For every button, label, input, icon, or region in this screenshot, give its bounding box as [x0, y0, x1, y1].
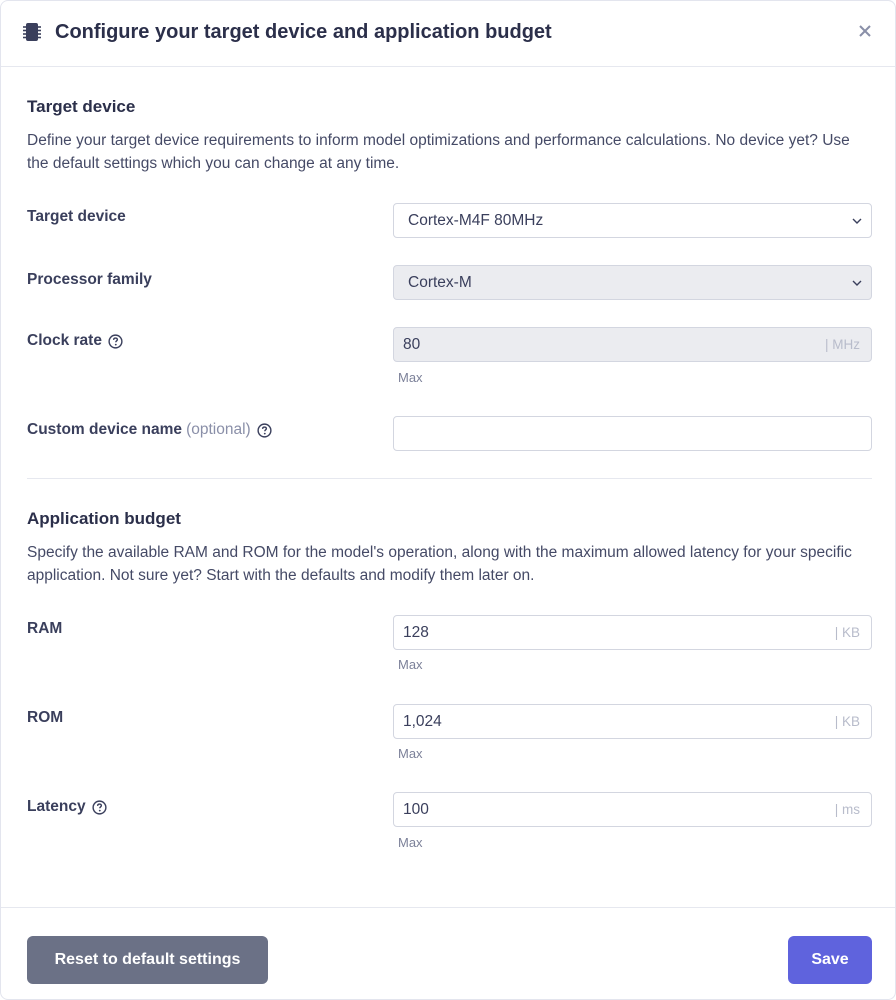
- ram-label: RAM: [27, 620, 63, 637]
- processor-family-select[interactable]: [393, 265, 872, 300]
- processor-family-label: Processor family: [27, 271, 152, 288]
- footer-divider: [1, 907, 895, 908]
- latency-unit: | ms: [834, 802, 860, 817]
- ram-value: 128: [403, 623, 429, 641]
- optional-tag: (optional): [186, 421, 251, 438]
- help-icon[interactable]: [108, 334, 123, 349]
- clock-rate-value: 80: [403, 335, 421, 353]
- target-device-select[interactable]: [393, 203, 872, 238]
- rom-value: 1,024: [403, 712, 442, 730]
- latency-label: Latency: [27, 796, 107, 818]
- ram-input[interactable]: [393, 615, 872, 650]
- modal-header: [1, 1, 895, 67]
- clock-rate-hint: Max: [398, 370, 423, 385]
- chevron-down-icon: [851, 215, 863, 227]
- close-icon: [859, 25, 871, 37]
- save-button[interactable]: Save: [788, 936, 872, 984]
- rom-unit: | KB: [834, 714, 860, 729]
- chevron-down-icon: [851, 277, 863, 289]
- application-budget-section-title: Application budget: [27, 509, 181, 528]
- application-budget-description: Specify the available RAM and ROM for the model's operation, along with the maximum allowed latency for your specific application. Not sure yet? Start with the defaults and modify them later on.: [27, 544, 852, 584]
- clock-rate-input[interactable]: [393, 327, 872, 362]
- ram-hint: Max: [398, 657, 423, 672]
- target-device-label: Target device: [27, 208, 126, 225]
- custom-device-name-input[interactable]: [393, 416, 872, 451]
- target-device-description: Define your target device requirements to inform model optimizations and performance calculations. No device yet? Use the default settings which you can change at any time.: [27, 132, 850, 172]
- custom-device-name-label: Custom device name (optional): [27, 419, 272, 441]
- target-device-section-title: Target device: [27, 97, 136, 116]
- rom-label: ROM: [27, 709, 64, 726]
- target-device-value: Cortex-M4F 80MHz: [408, 211, 544, 229]
- help-icon[interactable]: [92, 800, 107, 815]
- help-icon[interactable]: [257, 423, 272, 438]
- clock-rate-label: Clock rate: [27, 330, 123, 352]
- chip-icon: [22, 22, 42, 42]
- ram-unit: | KB: [834, 625, 860, 640]
- rom-hint: Max: [398, 746, 423, 761]
- clock-rate-unit: | MHz: [824, 337, 860, 352]
- modal-title: Configure your target device and application budget: [55, 21, 552, 43]
- close-button[interactable]: [853, 19, 877, 43]
- section-divider: [27, 478, 872, 479]
- reset-to-default-button[interactable]: Reset to default settings: [27, 936, 268, 984]
- rom-input[interactable]: [393, 704, 872, 739]
- latency-hint: Max: [398, 835, 423, 850]
- processor-family-value: Cortex-M: [408, 273, 472, 291]
- latency-input[interactable]: [393, 792, 872, 827]
- latency-value: 100: [403, 800, 429, 818]
